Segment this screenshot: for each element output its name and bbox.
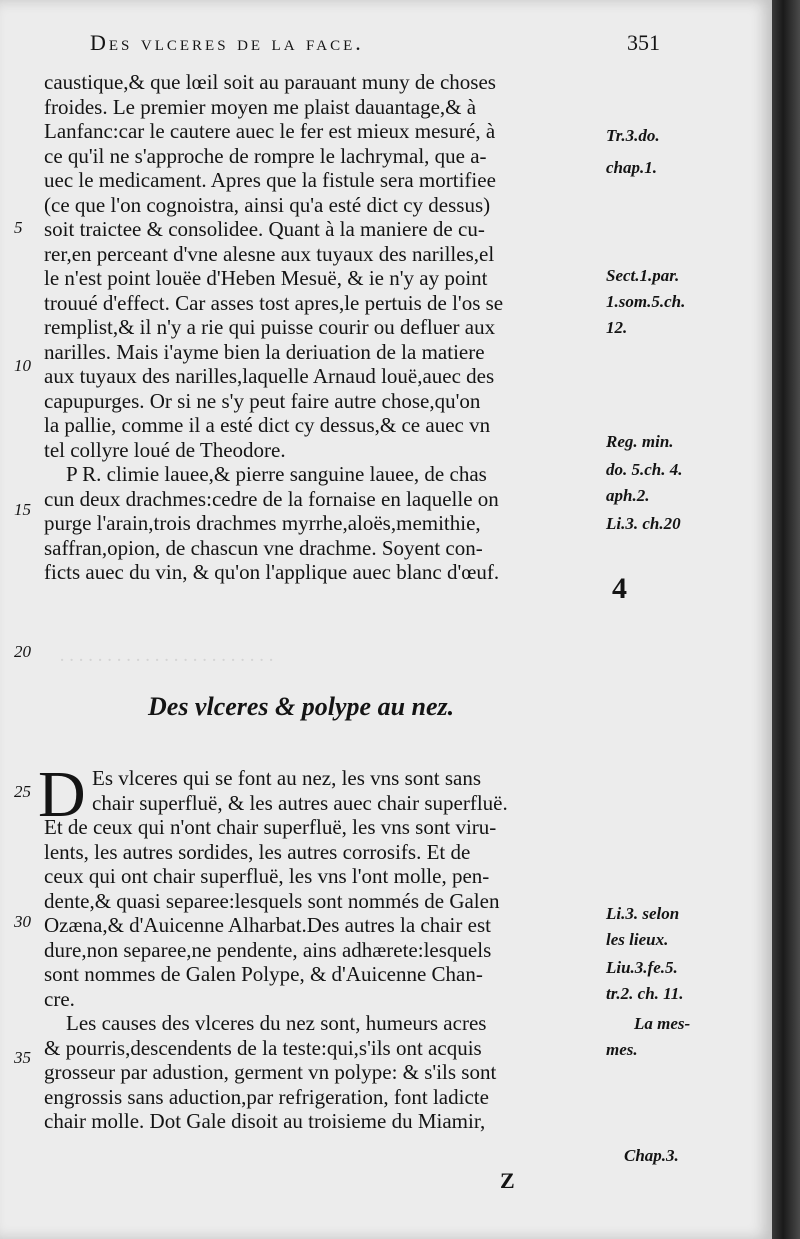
margin-note: Liu.3.fe.5.: [606, 958, 678, 977]
text-line: chair superfluë, & les autres auec chair superfluë.: [92, 790, 508, 815]
margin-note: Sect.1.par.: [606, 266, 680, 285]
text-line: caustique,& que lœil soit au parauant muny de choses: [44, 70, 496, 94]
line-number: 30: [14, 912, 31, 931]
text-line: sont nommes de Galen Polype, & d'Auicenne Chan-: [44, 962, 483, 986]
text-line: grosseur par adustion, germent vn polype: & s'ils sont: [44, 1060, 497, 1084]
margin-note: les lieux.: [606, 930, 669, 949]
signature-mark: Z: [500, 1168, 515, 1193]
margin-note: 1.som.5.ch.: [606, 292, 686, 311]
recipe-line: purge l'arain,trois drachmes myrrhe,aloës,memithie,: [44, 511, 481, 535]
text-line: soit traictee & consolidee. Quant à la maniere de cu-: [44, 217, 485, 241]
text-line: aux tuyaux des narilles,laquelle Arnaud louë,auec des: [44, 364, 495, 388]
handwritten-mark: 4: [612, 572, 627, 605]
text-line: Les causes des vlceres du nez sont, humeurs acres: [66, 1011, 487, 1035]
text-line: trouué d'effect. Car asses tost apres,le pertuis de l'os se: [44, 290, 504, 315]
margin-note: aph.2.: [606, 486, 650, 505]
running-title: Des vlceres de la face.: [90, 30, 364, 55]
text-line: (ce que l'on cognoistra, ainsi qu'a esté dict cy dessus): [44, 192, 491, 217]
text-line: lents, les autres sordides, les autres corrosifs. Et de: [44, 839, 471, 864]
paragraph-block-1: [44, 70, 604, 585]
paragraph-block-2: [44, 815, 604, 1134]
text-line: Et de ceux qui n'ont chair superfluë, les vns sont viru-: [44, 815, 497, 839]
line-number: 10: [14, 356, 31, 375]
book-spine-edge: [772, 0, 800, 1239]
text-line: Ozæna,& d'Auicenne Alharbat.Des autres la chair est: [44, 913, 491, 937]
line-number: 5: [14, 218, 23, 237]
margin-note: mes.: [606, 1040, 638, 1059]
margin-note: 12.: [606, 318, 628, 337]
margin-note: Li.3. selon: [606, 904, 680, 923]
section-heading: Des vlceres & polype au nez.: [148, 692, 455, 721]
margin-note: Li.3. ch.20: [606, 514, 681, 533]
margin-note: chap.1.: [606, 158, 657, 177]
text-line: capupurges. Or si ne s'y peut faire autre chose,qu'on: [44, 388, 481, 413]
text-line: rer,en perceant d'vne alesne aux tuyaux des narilles,el: [44, 241, 495, 266]
recipe-line: ficts auec du vin, & qu'on l'applique auec blanc d'œuf.: [44, 560, 500, 584]
line-number: 15: [14, 500, 31, 519]
text-line: Lanfanc:car le cautere auec le fer est mieux mesuré, à: [44, 119, 496, 143]
bleed-through-shadow: · · · · · · · · · · · · · · · · · · · · · · ·: [60, 650, 274, 671]
recipe-line: cun deux drachmes:cedre de la fornaise en laquelle on: [44, 486, 499, 511]
text-line: cre.: [44, 986, 75, 1011]
text-line: narilles. Mais i'ayme bien la deriuation de la matiere: [44, 339, 485, 364]
text-line: la pallie, comme il a esté dict cy dessus,& ce auec vn: [44, 413, 491, 437]
recipe-line: saffran,opion, de chascun vne drachme. Soyent con-: [44, 535, 483, 560]
margin-note: tr.2. ch. 11.: [606, 984, 684, 1003]
text-line: Es vlceres qui se font au nez, les vns sont sans: [92, 766, 482, 790]
text-line: remplist,& il n'y a rie qui puisse courir ou defluer aux: [44, 315, 496, 339]
drop-cap-initial: D: [38, 758, 86, 831]
text-line: froides. Le premier moyen me plaist dauantage,& à: [44, 94, 477, 119]
text-line: le n'est point louëe d'Heben Mesuë, & ie n'y ay point: [44, 266, 488, 290]
text-line: uec le medicament. Apres que la fistule sera mortifiee: [44, 168, 496, 192]
running-header: [90, 30, 660, 56]
margin-note: La mes-: [634, 1014, 691, 1033]
page-number: 351: [627, 30, 660, 55]
text-line: & pourris,descendents de la teste:qui,s'ils ont acquis: [44, 1035, 482, 1060]
text-line: chair molle. Dot Gale disoit au troisieme du Miamir,: [44, 1109, 486, 1133]
line-number: 35: [14, 1048, 31, 1067]
recipe-line: P R. climie lauee,& pierre sanguine lauee, de chas: [66, 462, 487, 486]
text-line: tel collyre loué de Theodore.: [44, 437, 286, 462]
margin-note: Tr.3.do.: [606, 126, 660, 145]
margin-note: Chap.3.: [624, 1146, 679, 1165]
margin-note: do. 5.ch. 4.: [606, 460, 683, 479]
paragraph-block-2-opening: [92, 766, 612, 815]
line-number: 20: [14, 642, 31, 661]
line-number: 25: [14, 782, 31, 801]
text-line: dente,& quasi separee:lesquels sont nommés de Galen: [44, 888, 500, 913]
text-line: engrossis sans aduction,par refrigeration, font ladicte: [44, 1084, 489, 1109]
text-line: ceux qui ont chair superfluë, les vns l'ont molle, pen-: [44, 864, 490, 888]
text-line: dure,non separee,ne pendente, ains adhærete:lesquels: [44, 937, 492, 962]
text-line: ce qu'il ne s'approche de rompre le lachrymal, que a-: [44, 143, 487, 168]
margin-note: Reg. min.: [606, 432, 674, 451]
